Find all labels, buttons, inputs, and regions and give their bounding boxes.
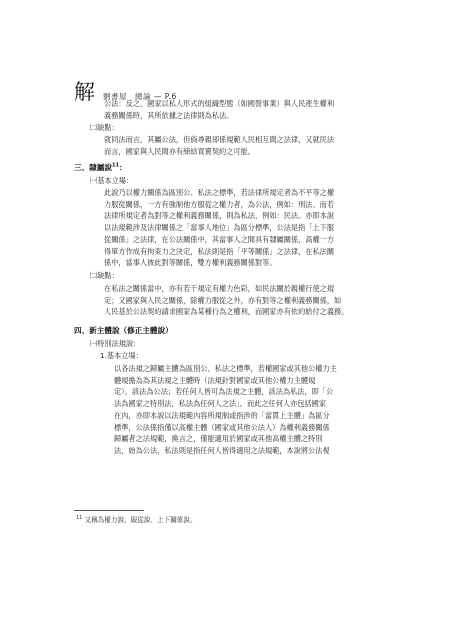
subheading-special-law: ㈠特別法規說： <box>90 339 141 348</box>
text-line: 法律所規定者為對等之權利義務關係，則為私法，例如：民法。亦即本說 <box>104 211 335 221</box>
text-line: 得單方作成有拘束力之決定，私法則是指「平等關係」之法律，在私法關 <box>104 246 335 256</box>
text-line: 歸屬者之法規範，換言之，僅能適用於國家或其他高權主體之特別 <box>114 434 323 444</box>
text-line: 而言，國家與人民間亦有締結買賣契約之可能。 <box>104 146 255 156</box>
text-line: 在內，亦即本說以法規範內容所規制或指涉的「當貫上主體」為區分 <box>114 410 330 420</box>
footnote-divider <box>74 510 144 511</box>
text-line: 此說乃以權力關係為區別公、私法之標準，若法律所規定者為不平等之權 <box>104 188 335 197</box>
footnote-ref: 11 <box>111 162 119 169</box>
subheading-basic-position-3: ㈠基本立場： <box>90 176 134 185</box>
text-line: 人民基於公法契約請求國家為某種行為之權利，而國家亦有依約給付之義務。 <box>104 307 349 317</box>
section-title-colon: ： <box>118 163 127 172</box>
text-line: 在私法之關係當中，亦有若干規定有權力色彩，如民法關於親權行使之規 <box>104 284 335 293</box>
text-line: 定；又國家與人民之關係，除權力服從之外，亦有對等之權利義務關係，如 <box>104 295 342 305</box>
section-heading-4: 四、新主體說（修正主體說） <box>74 326 173 335</box>
section-heading-3 <box>74 162 127 173</box>
new-subject-paragraph <box>114 363 337 457</box>
text-line: 義務關係時，其所依據之法律則為私法。 <box>104 110 234 120</box>
subheading-drawbacks-3: ㈡缺點： <box>90 271 119 280</box>
text-line: 法為國家之特別法，私法為任何人之法」。而此之任何人亦包括國家 <box>114 399 327 409</box>
text-line: 法，始為公法，私法則是指任何人皆得適用之法規範，本說將公法視 <box>114 445 330 455</box>
text-line: 係中，當事人彼此對等關係，雙方權利義務關係對等。 <box>104 258 277 268</box>
text-line: 從關係」之法律，在公法關係中，其當事人之間具有隸屬關係，高權一方 <box>104 234 335 244</box>
text-line: 以法規範涉及法律關係之「當事人地位」為區分標準，公法是指「上下服 <box>104 223 335 233</box>
text-line: 定），該法為公法；若任何人皆可為法規之主體，該法為私法，即「公 <box>114 387 334 397</box>
text-line: 就同法而言，其屬公法，但倘尋親卻係規範人民相互間之法律，又就民法 <box>104 135 335 144</box>
text-line: 以各法規之歸屬主體為區別公、私法之標準，若權國家或其他公權力主 <box>114 364 337 373</box>
text-line: 公法：反之，國家以私人形式的組織型態（如國營事業）與人民產生權利 <box>104 99 335 108</box>
text-line: 體規擔為為其法規之主體時（法規針對國家或其他公權力主體規 <box>114 375 316 385</box>
text-line: 標準，公法係指僅以高權主體（國家或其他公法人）為權利義務關係 <box>114 422 330 432</box>
footnote-number: 11 <box>76 514 83 521</box>
header-subtitle: 劉書屋 總論 — P.6 <box>103 92 177 101</box>
footnote-text: 又稱為權力說、服從說、上下關係說。 <box>84 516 197 524</box>
drawbacks-paragraph-1 <box>104 134 334 157</box>
drawbacks-paragraph-3 <box>104 283 348 318</box>
text-line: 力服從關係，一方有強制他方服從之權力者，為公法，例如：刑法、而若 <box>104 199 335 209</box>
subheading-drawbacks-1: ㈡缺點： <box>90 123 119 132</box>
section-title: 三、隸屬說 <box>74 163 112 172</box>
public-law-paragraph <box>104 98 334 121</box>
subordination-paragraph <box>104 187 334 269</box>
subheading-basic-position-4: 1.基本立場： <box>100 351 143 360</box>
footnote <box>76 514 197 524</box>
header-character: 解 <box>74 80 95 104</box>
